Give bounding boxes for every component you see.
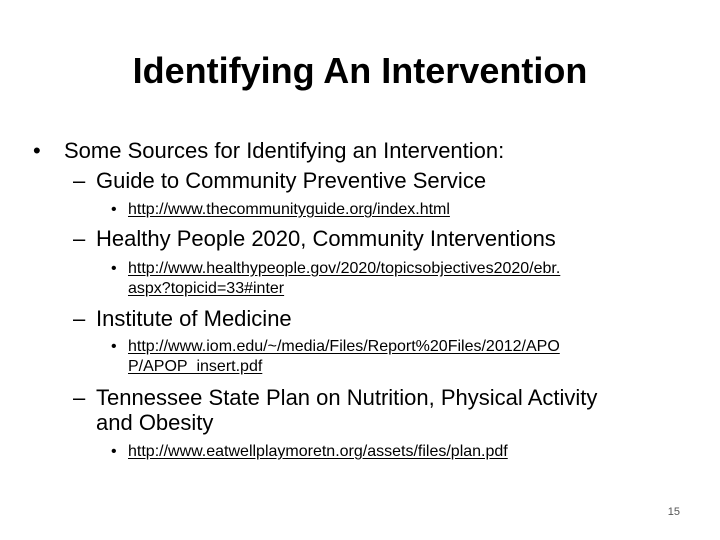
page-number: 15 xyxy=(667,506,680,518)
source-link[interactable] xyxy=(128,442,508,461)
source-link-text[interactable]: P/APOP_insert.pdf xyxy=(128,358,263,375)
source-name-continued: and Obesity xyxy=(96,410,214,435)
dash-icon: – xyxy=(73,306,86,331)
source-name: Healthy People 2020, Community Interventions xyxy=(96,226,556,251)
source-name: Institute of Medicine xyxy=(96,306,292,331)
source-link-text[interactable]: aspx?topicid=33#inter xyxy=(128,280,285,297)
dash-icon: – xyxy=(73,226,86,251)
source-link-text[interactable]: http://www.healthypeople.gov/2020/topicsobjectives2020/ebr. xyxy=(128,260,561,277)
bullet-icon: • xyxy=(111,338,117,355)
source-link[interactable] xyxy=(128,200,450,219)
bullet-icon: • xyxy=(111,443,117,460)
bullet-icon: • xyxy=(111,260,117,277)
bullet-icon: • xyxy=(33,138,41,163)
source-name: Guide to Community Preventive Service xyxy=(96,168,487,193)
slide-title: Identifying An Intervention xyxy=(132,50,588,91)
main-point: Some Sources for Identifying an Intervention: xyxy=(64,138,505,163)
dash-icon: – xyxy=(73,168,86,193)
dash-icon: – xyxy=(73,385,86,410)
source-link-text[interactable]: http://www.eatwellplaymoretn.org/assets/files/plan.pdf xyxy=(128,443,508,460)
source-link[interactable] xyxy=(128,259,560,278)
source-link[interactable] xyxy=(128,337,560,356)
source-link-continued[interactable] xyxy=(128,357,262,376)
source-link-continued[interactable] xyxy=(128,279,284,298)
bullet-icon: • xyxy=(111,201,117,218)
source-name: Tennessee State Plan on Nutrition, Physical Activity xyxy=(96,385,598,410)
source-link-text[interactable]: http://www.thecommunityguide.org/index.html xyxy=(128,201,450,218)
source-link-text[interactable]: http://www.iom.edu/~/media/Files/Report%20Files/2012/APO xyxy=(128,338,560,355)
